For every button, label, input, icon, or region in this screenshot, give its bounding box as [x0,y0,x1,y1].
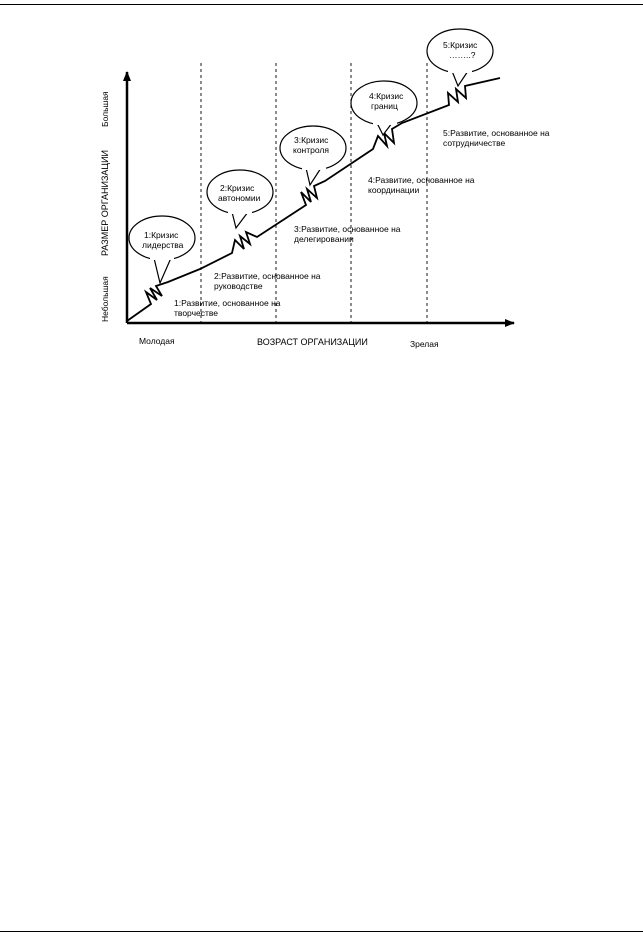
phase-label-2b: руководстве [214,281,263,291]
x-axis-start-label: Молодая [139,336,175,346]
crisis-bubble [129,216,195,283]
phase-label-3a: 3:Развитие, основанное на [294,224,401,234]
x-axis-end-label: Зрелая [410,339,439,349]
y-axis-low-label: Небольшая [100,276,110,322]
crisis-label-5b: ……..? [449,50,476,60]
phase-label-5a: 5:Развитие, основанное на [443,128,550,138]
crisis-label-1b: лидерства [142,240,184,250]
phase-label-3b: делегировании [294,234,354,244]
phase-label-1a: 1:Развитие, основанное на [174,298,281,308]
phase-label-4b: координации [368,185,420,195]
crisis-bubble [427,29,493,86]
crisis-label-4b: границ [371,101,398,111]
phase-label-5b: сотрудничестве [443,138,506,148]
phase-label-1b: творчестве [174,308,219,318]
y-axis-high-label: Большая [100,91,110,127]
crisis-bubble [280,126,346,185]
crisis-label-2a: 2:Кризис [220,183,255,193]
growth-curve [127,78,500,321]
y-axis-title: РАЗМЕР ОРГАНИЗАЦИИ [100,149,110,256]
crisis-label-3b: контроля [293,145,329,155]
phase-label-2a: 2:Развитие, основанное на [214,271,321,281]
crisis-label-4a: 4:Кризис [369,91,404,101]
crisis-label-5a: 5:Кризис [443,40,478,50]
x-axis-title: ВОЗРАСТ ОРГАНИЗАЦИИ [257,337,368,347]
crisis-label-2b: автономии [218,193,261,203]
crisis-label-3a: 3:Кризис [294,135,329,145]
crisis-label-1a: 1:Кризис [144,230,179,240]
crisis-bubble [351,81,417,135]
phase-label-4a: 4:Развитие, основанное на [368,175,475,185]
crisis-bubble [207,170,273,228]
